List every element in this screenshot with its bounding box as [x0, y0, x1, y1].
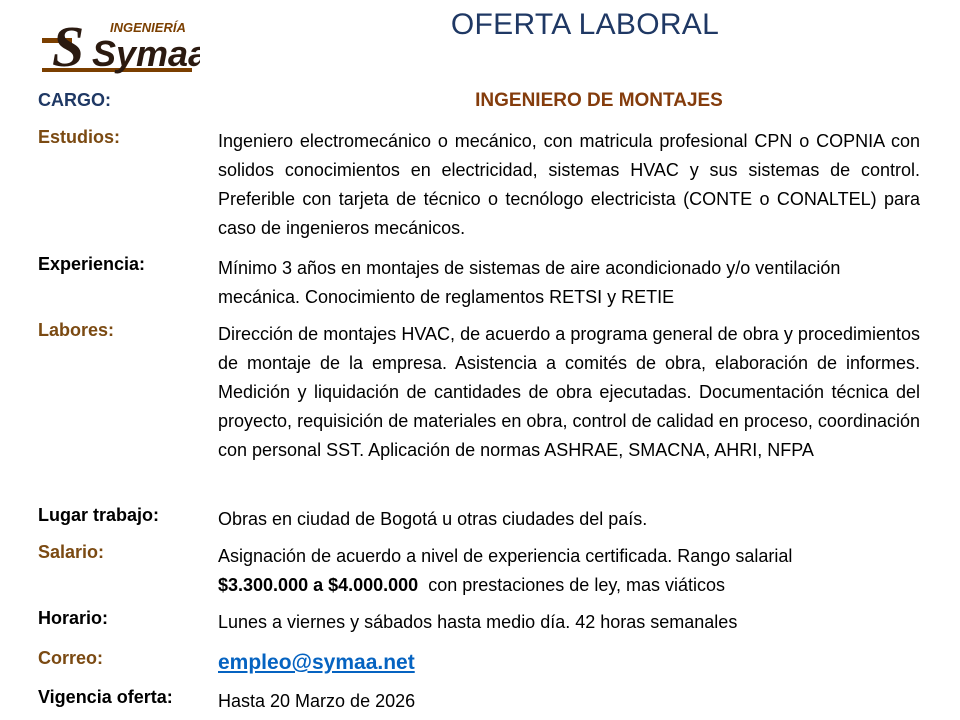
cargo-label: CARGO:	[38, 90, 111, 110]
experiencia-value: Mínimo 3 años en montajes de sistemas de aire acondicionado y/o ventilación mecánica. Conocimiento de reglamentos RETSI y RETIE	[218, 258, 841, 307]
horario-row	[38, 608, 920, 638]
salario-value	[218, 542, 920, 600]
salario-range: $3.300.000 a $4.000.000	[218, 575, 419, 595]
lugar-row	[38, 505, 920, 535]
labores-row	[38, 320, 920, 496]
estudios-label: Estudios:	[38, 127, 121, 147]
cargo-row	[38, 90, 920, 120]
vigencia-row	[38, 687, 920, 717]
company-logo	[40, 10, 200, 76]
correo-label: Correo:	[38, 648, 104, 668]
estudios-row	[38, 127, 920, 247]
experiencia-label: Experiencia:	[38, 254, 146, 274]
lugar-label: Lugar trabajo:	[38, 505, 160, 525]
correo-row	[38, 648, 920, 680]
symaa-logo-icon	[40, 10, 200, 76]
labores-value: Dirección de montajes HVAC, de acuerdo a programa general de obra y procedimientos de montaje de la empresa. Asistencia a comités de obra, elaboración de informes. Medición y liquidación de cantidades de obra ejecutadas. Documentación técnica del proyecto, requisición de materiales en obra, control de calidad en proceso, coordinación con personal SST. Aplicación de normas ASHRAE, SMACNA, AHRI, NFPA	[218, 324, 920, 460]
vigencia-value: Hasta 20 Marzo de 2026	[218, 691, 416, 711]
cargo-value: INGENIERO DE MONTAJES	[475, 90, 723, 111]
experiencia-row	[38, 254, 920, 314]
salario-label: Salario:	[38, 542, 105, 562]
logo-s-letter: S	[52, 14, 85, 76]
horario-value: Lunes a viernes y sábados hasta medio día. 42 horas semanales	[218, 612, 738, 632]
page-title: OFERTA LABORAL	[450, 8, 720, 41]
salario-benefits: con prestaciones de ley, mas viáticos	[428, 575, 726, 595]
vigencia-label: Vigencia oferta:	[38, 687, 173, 707]
correo-value	[218, 648, 920, 678]
salario-description: Asignación de acuerdo a nivel de experiencia certificada. Rango salarial	[218, 546, 793, 566]
logo-brand-text: Symaa	[92, 33, 200, 74]
logo-subtitle-text: INGENIERÍA	[110, 20, 186, 35]
email-link[interactable]: empleo@symaa.net	[218, 651, 415, 674]
estudios-value: Ingeniero electromecánico o mecánico, con matricula profesional CPN o COPNIA con solidos conocimientos en electricidad, sistemas HVAC y sus sistemas de control. Preferible con tarjeta de técnico o tecnólogo electricista (CONTE o CONALTEL) para caso de ingenieros mecánicos.	[218, 131, 920, 238]
horario-label: Horario:	[38, 608, 109, 628]
lugar-value: Obras en ciudad de Bogotá u otras ciudades del país.	[218, 509, 648, 529]
salario-row	[38, 542, 920, 602]
labores-label: Labores:	[38, 320, 115, 340]
